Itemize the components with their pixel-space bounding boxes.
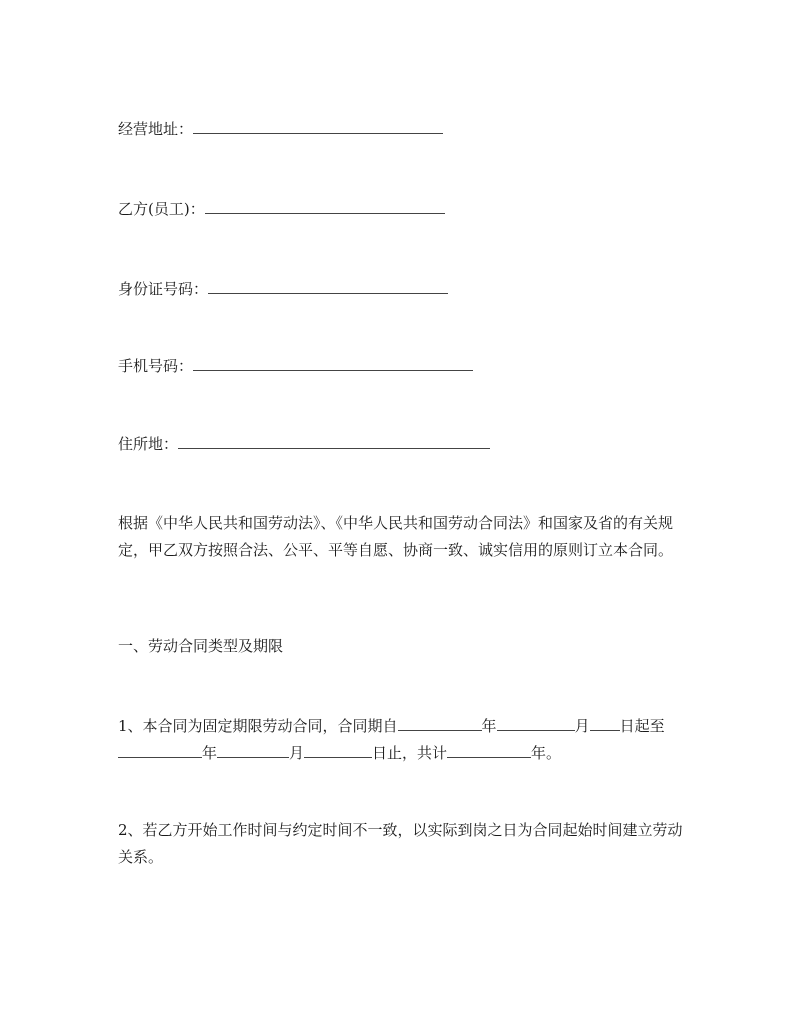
clause-2: 2、若乙方开始工作时间与约定时间不一致，以实际到岗之日为合同起始时间建立劳动关系。 <box>118 821 683 866</box>
residence-line <box>118 433 490 454</box>
party-b-blank[interactable] <box>205 198 445 214</box>
end-year-blank[interactable] <box>118 742 202 758</box>
id-card-blank[interactable] <box>208 278 448 294</box>
end-year-unit: 年 <box>202 744 218 762</box>
id-card-line <box>118 278 448 299</box>
start-month-unit: 月 <box>574 717 590 735</box>
business-address-blank[interactable] <box>193 118 443 134</box>
start-day-blank[interactable] <box>590 715 620 731</box>
residence-label: 住所地： <box>118 435 179 453</box>
party-b-label: 乙方(员工)： <box>118 200 205 218</box>
phone-label: 手机号码： <box>118 357 194 375</box>
end-day-blank[interactable] <box>304 742 372 758</box>
phone-line <box>118 355 473 376</box>
start-day-unit: 日起至 <box>619 717 665 735</box>
intro-paragraph: 根据《中华人民共和国劳动法》、《中华人民共和国劳动合同法》和国家及省的有关规定，甲乙双方按照合法、公平、平等自愿、协商一致、诚实信用的原则订立本合同。 <box>118 514 674 559</box>
section-1-heading: 一、劳动合同类型及期限 <box>118 637 284 655</box>
clause-1-text: 1、本合同为固定期限劳动合同，合同期自 <box>118 717 398 735</box>
total-years-unit: 年。 <box>531 744 562 762</box>
end-month-blank[interactable] <box>217 742 289 758</box>
id-card-label: 身份证号码： <box>118 280 209 298</box>
clause-1 <box>118 713 683 767</box>
total-years-blank[interactable] <box>447 742 531 758</box>
start-year-blank[interactable] <box>398 715 482 731</box>
business-address-label: 经营地址： <box>118 120 194 138</box>
start-year-unit: 年 <box>481 717 497 735</box>
end-day-unit: 日止，共计 <box>372 744 448 762</box>
end-month-unit: 月 <box>289 744 305 762</box>
party-b-line <box>118 198 445 219</box>
business-address-line <box>118 118 443 139</box>
start-month-blank[interactable] <box>497 715 575 731</box>
phone-blank[interactable] <box>193 355 473 371</box>
residence-blank[interactable] <box>178 433 490 449</box>
